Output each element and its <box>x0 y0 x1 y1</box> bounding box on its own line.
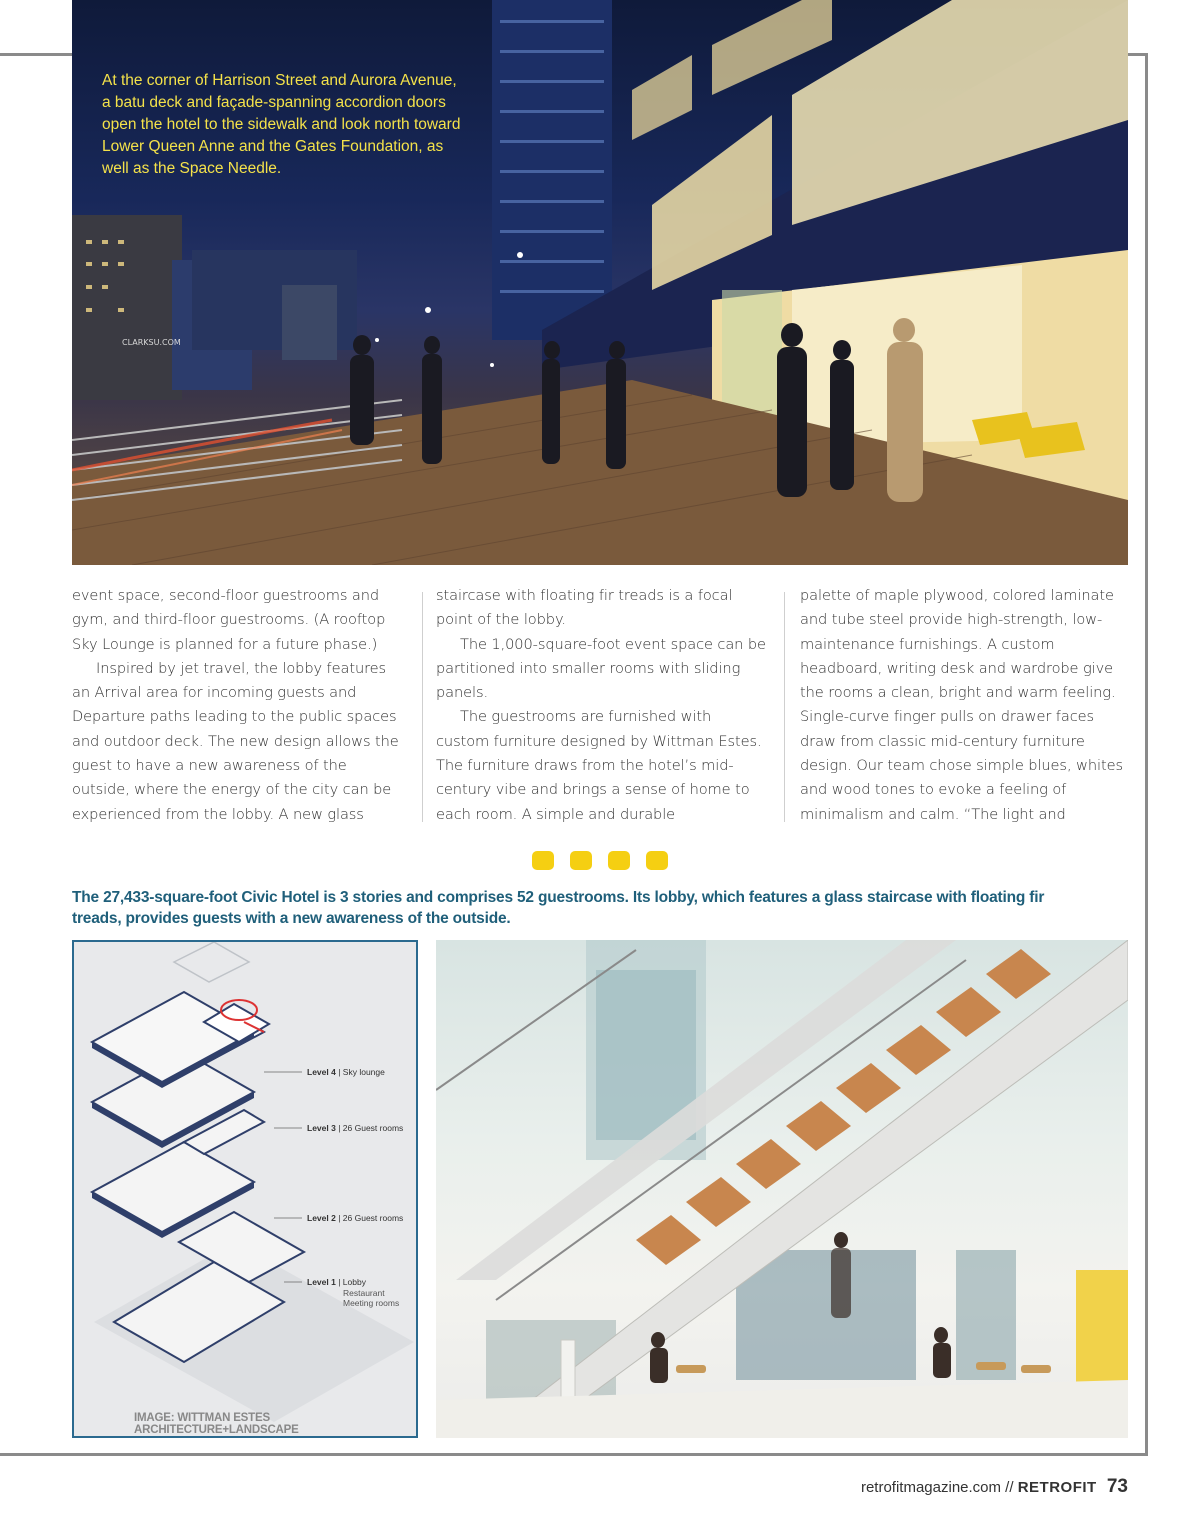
lobby-staircase-photo <box>436 940 1128 1438</box>
page-footer <box>861 1476 1128 1498</box>
level-2-label <box>307 1213 403 1223</box>
footer-site: retrofitmagazine.com // <box>860 1479 1014 1496</box>
column-2 <box>436 584 766 827</box>
level-desc: 26 Guest rooms <box>342 1213 404 1223</box>
level-desc: Lobby <box>342 1277 366 1287</box>
dot <box>646 851 668 870</box>
level-3-label <box>307 1123 403 1133</box>
level-1-label <box>307 1277 366 1287</box>
column-3 <box>800 584 1130 827</box>
page-number: 73 <box>1106 1476 1128 1497</box>
level-separator: | <box>338 1067 341 1077</box>
level-desc: 26 Guest rooms <box>342 1123 404 1133</box>
level-name: Level 4 <box>307 1067 336 1077</box>
column-divider <box>422 592 423 822</box>
page-frame-right <box>1145 53 1148 1456</box>
level-4-label <box>307 1067 385 1077</box>
page-frame-bottom <box>0 1453 1148 1456</box>
image-credit: IMAGE: WITTMAN ESTES ARCHITECTURE+LANDSCAPE <box>134 1412 299 1436</box>
photo-caption: The 27,433-square-foot Civic Hotel is 3 stories and comprises 52 guestrooms. Its lobby, which features a glass staircase with floating fir treads, provides guests with a new awareness of the outside. <box>72 889 1045 927</box>
level-separator: | <box>338 1277 341 1287</box>
hero-caption: At the corner of Harrison Street and Aurora Avenue, a batu deck and façade-spanning accordion doors open the hotel to the sidewalk and look north toward Lower Queen Anne and the Gates Foundation, as well as the Space Needle. <box>102 72 461 177</box>
paragraph: Inspired by jet travel, the lobby features an Arrival area for incoming guests and Departure paths leading to the public spaces and outdoor deck. The new design allows the guest to have a new awareness of the outside, where the energy of the city can be experienced from the lobby. A new glass <box>72 659 399 823</box>
column-1 <box>72 584 402 827</box>
paragraph: event space, second-floor guestrooms and gym, and third-floor guestrooms. (A rooftop Sky Lounge is planned for a future phase.) <box>72 587 386 653</box>
axonometric-diagram <box>72 940 418 1438</box>
dot <box>608 851 630 870</box>
footer-brand: RETROFIT <box>1017 1479 1097 1496</box>
level-separator: | <box>338 1213 341 1223</box>
level-extra-item: Restaurant <box>343 1288 385 1298</box>
paragraph: staircase with floating fir treads is a focal point of the lobby. <box>436 587 733 629</box>
stair-photo-illustration <box>436 940 1128 1438</box>
level-name: Level 2 <box>307 1213 336 1223</box>
level-separator: | <box>338 1123 341 1133</box>
paragraph: The guestrooms are furnished with custom furniture designed by Wittman Estes. The furniture draws from the hotel’s mid-century vibe and brings a sense of home to each room. A simple and durable <box>436 708 762 823</box>
article-columns <box>72 584 1128 834</box>
paragraph: palette of maple plywood, colored laminate and tube steel provide high-strength, low-maintenance furnishings. A custom headboard, writing desk and wardrobe give the rooms a clean, bright and warm feeling. Single-curve finger pulls on drawer faces draw from classic mid-century furniture design. Our team chose simple blues, whites and wood tones to evoke a feeling of minimalism and calm. “The light and <box>800 587 1123 823</box>
column-divider <box>784 592 785 822</box>
dot <box>532 851 554 870</box>
dot <box>570 851 592 870</box>
paragraph: The 1,000-square-foot event space can be partitioned into smaller rooms with sliding panels. <box>436 635 766 702</box>
hero-photo-deck <box>72 0 1128 565</box>
hero-sign-text: CLARKSU.COM <box>122 338 181 347</box>
diagram-drawing <box>74 942 416 1436</box>
level-name: Level 1 <box>307 1277 336 1287</box>
level-desc: Sky lounge <box>342 1067 385 1077</box>
level-1-extra <box>343 1288 399 1308</box>
level-name: Level 3 <box>307 1123 336 1133</box>
level-extra-item: Meeting rooms <box>343 1298 400 1308</box>
